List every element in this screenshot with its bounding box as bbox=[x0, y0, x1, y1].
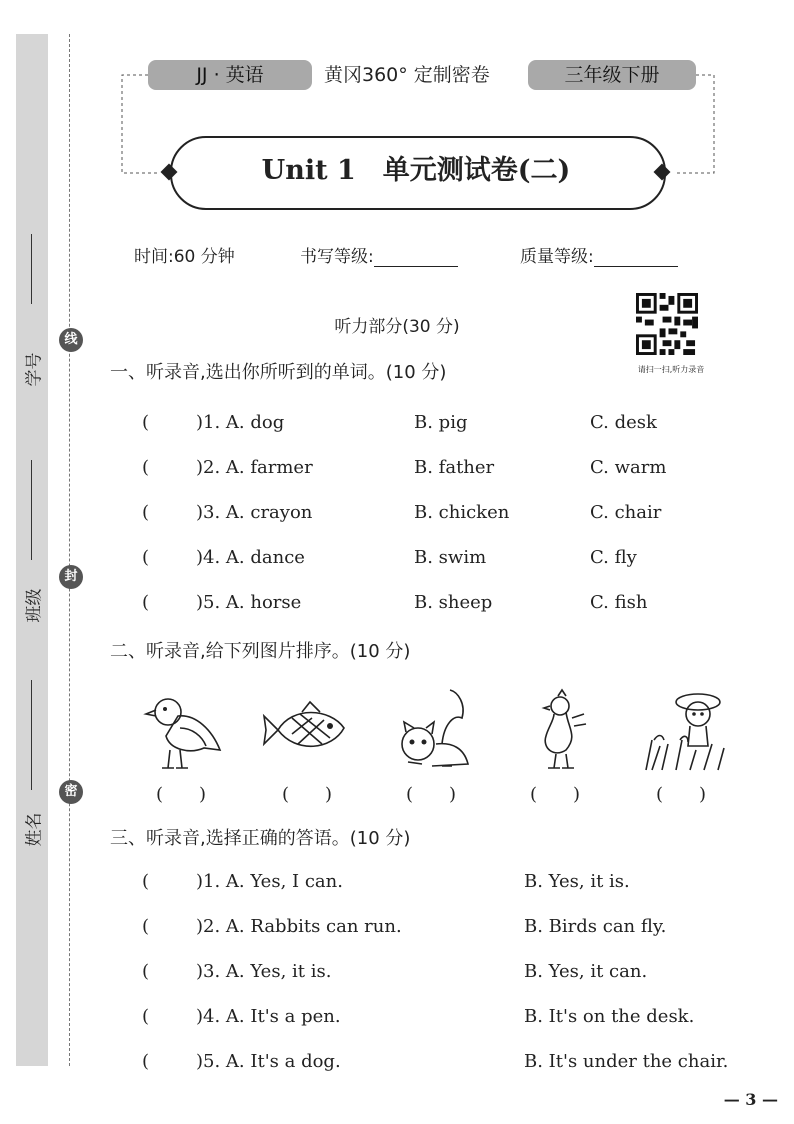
section3-row bbox=[142, 1051, 782, 1077]
section1-heading: 一、听录音,选出你所听到的单词。(10 分) bbox=[110, 362, 447, 383]
fish-picture bbox=[262, 684, 352, 776]
option-c: C. fish bbox=[590, 592, 648, 613]
option-a: )5. A. It's a dog. bbox=[196, 1051, 341, 1072]
option-a: )3. A. crayon bbox=[196, 502, 313, 523]
option-a: )2. A. Rabbits can run. bbox=[196, 916, 402, 937]
writing-grade-blank[interactable] bbox=[374, 248, 458, 267]
section3-row bbox=[142, 961, 782, 987]
answer-paren[interactable]: ( bbox=[142, 412, 150, 433]
answer-paren[interactable]: ( bbox=[142, 502, 150, 523]
option-c: C. chair bbox=[590, 502, 662, 523]
student-id-label: 学号 bbox=[24, 352, 45, 387]
option-a: )4. A. It's a pen. bbox=[196, 1006, 341, 1027]
section3-row bbox=[142, 916, 782, 942]
option-a: )2. A. farmer bbox=[196, 457, 313, 478]
option-b: B. father bbox=[414, 457, 495, 478]
answer-paren[interactable]: ( bbox=[142, 1006, 150, 1027]
option-a: )5. A. horse bbox=[196, 592, 302, 613]
picture-order-paren-2[interactable]: ( ) bbox=[282, 784, 333, 805]
picture-order-paren-4[interactable]: ( ) bbox=[530, 784, 581, 805]
answer-paren[interactable]: ( bbox=[142, 871, 150, 892]
class-label: 班级 bbox=[24, 588, 45, 623]
option-c: C. warm bbox=[590, 457, 667, 478]
option-a: )1. A. Yes, I can. bbox=[196, 871, 343, 892]
cat-picture bbox=[392, 684, 482, 776]
page-number: — 3 — bbox=[723, 1090, 778, 1109]
option-b: B. Yes, it is. bbox=[524, 871, 630, 892]
option-b: B. sheep bbox=[414, 592, 493, 613]
option-c: C. fly bbox=[590, 547, 637, 568]
quality-grade bbox=[520, 242, 678, 267]
section3-row bbox=[142, 1006, 782, 1032]
option-a: )3. A. Yes, it is. bbox=[196, 961, 332, 982]
class-line bbox=[31, 460, 32, 560]
page-title: Unit 1 单元测试卷(二) bbox=[261, 155, 571, 186]
quality-grade-blank[interactable] bbox=[594, 248, 678, 267]
option-b: B. Yes, it can. bbox=[524, 961, 648, 982]
seal-feng: 封 bbox=[59, 565, 83, 589]
picture-order-paren-5[interactable]: ( ) bbox=[656, 784, 707, 805]
seal-xian: 线 bbox=[59, 328, 83, 352]
picture-order-paren-1[interactable]: ( ) bbox=[156, 784, 207, 805]
chicken-picture bbox=[520, 684, 610, 776]
bird-picture bbox=[140, 684, 230, 776]
subject-pill: JJ · 英语 bbox=[148, 60, 312, 90]
section3-row bbox=[142, 871, 782, 897]
writing-grade bbox=[300, 242, 458, 267]
option-b: B. It's on the desk. bbox=[524, 1006, 695, 1027]
option-a: )1. A. dog bbox=[196, 412, 285, 433]
option-b: B. pig bbox=[414, 412, 468, 433]
option-b: B. Birds can fly. bbox=[524, 916, 667, 937]
student-id-line bbox=[31, 234, 32, 304]
answer-paren[interactable]: ( bbox=[142, 592, 150, 613]
answer-paren[interactable]: ( bbox=[142, 457, 150, 478]
section1-row bbox=[142, 502, 782, 528]
answer-paren[interactable]: ( bbox=[142, 1051, 150, 1072]
option-b: B. It's under the chair. bbox=[524, 1051, 729, 1072]
option-c: C. desk bbox=[590, 412, 657, 433]
name-label: 姓名 bbox=[24, 812, 45, 847]
section1-row bbox=[142, 547, 782, 573]
quality-grade-label: 质量等级: bbox=[520, 247, 594, 267]
time-limit: 时间:60 分钟 bbox=[134, 247, 235, 267]
answer-paren[interactable]: ( bbox=[142, 916, 150, 937]
section1-row bbox=[142, 592, 782, 618]
name-line bbox=[31, 680, 32, 790]
section1-row bbox=[142, 412, 782, 438]
section3-heading: 三、听录音,选择正确的答语。(10 分) bbox=[110, 828, 411, 849]
picture-order-paren-3[interactable]: ( ) bbox=[406, 784, 457, 805]
grade-pill: 三年级下册 bbox=[528, 60, 696, 90]
writing-grade-label: 书写等级: bbox=[300, 247, 374, 267]
seal-mi: 密 bbox=[59, 780, 83, 804]
farmer-picture bbox=[640, 684, 730, 776]
series-title: 黄冈360° 定制密卷 bbox=[324, 64, 490, 86]
qr-code-icon[interactable] bbox=[636, 293, 698, 355]
answer-paren[interactable]: ( bbox=[142, 961, 150, 982]
section2-heading: 二、听录音,给下列图片排序。(10 分) bbox=[110, 641, 411, 662]
section1-row bbox=[142, 457, 782, 483]
answer-paren[interactable]: ( bbox=[142, 547, 150, 568]
option-b: B. swim bbox=[414, 547, 487, 568]
option-a: )4. A. dance bbox=[196, 547, 305, 568]
option-b: B. chicken bbox=[414, 502, 510, 523]
qr-caption: 请扫一扫,听力录音 bbox=[637, 365, 705, 374]
listening-part-heading: 听力部分(30 分) bbox=[334, 317, 460, 337]
